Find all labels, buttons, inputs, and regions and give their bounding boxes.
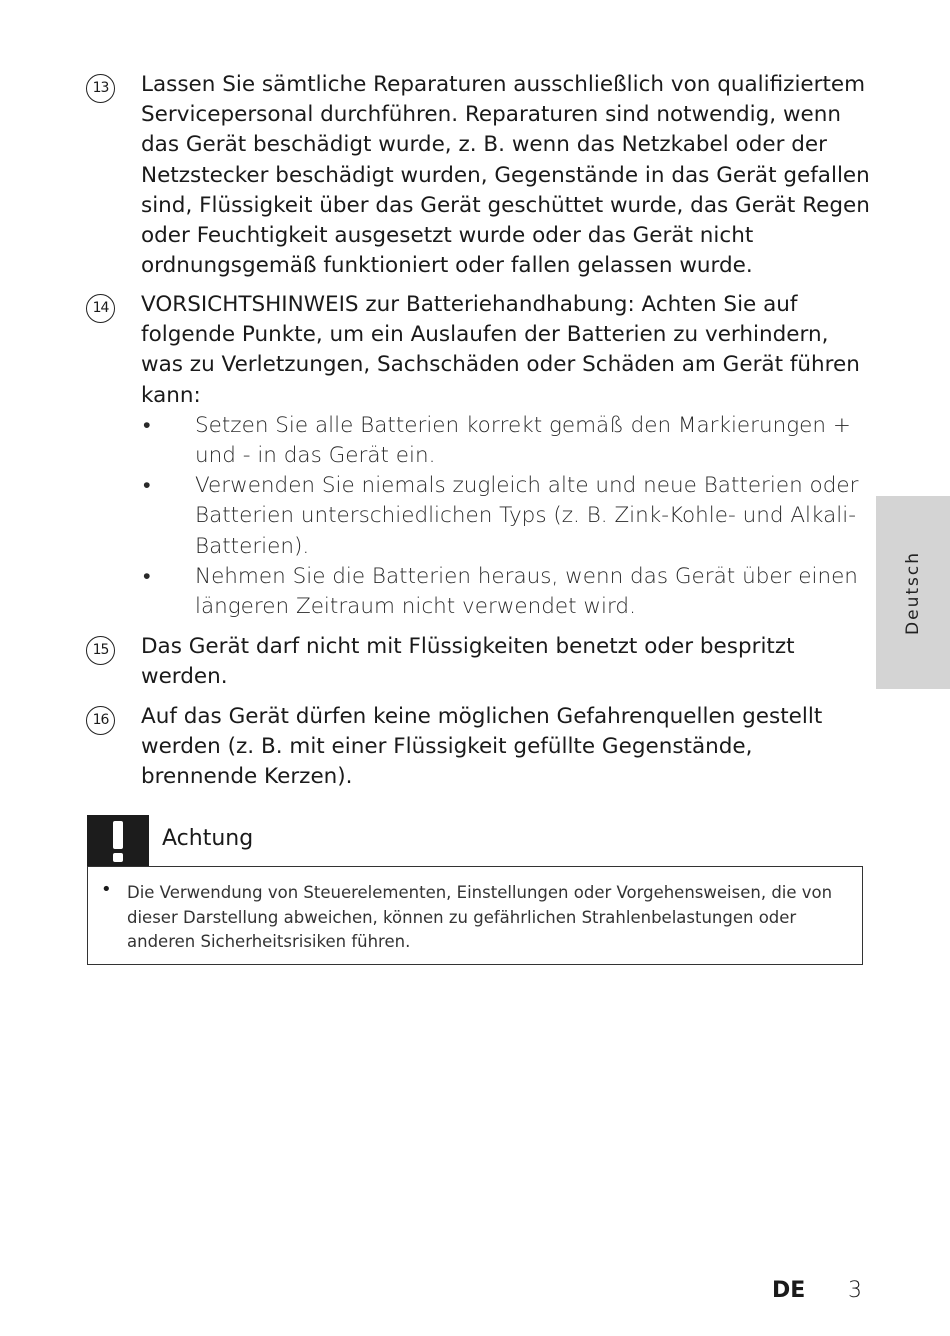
language-tab-label: Deutsch xyxy=(903,550,923,635)
bullet-icon: • xyxy=(101,879,112,900)
item-text-block xyxy=(141,290,871,622)
item-text: VORSICHTSHINWEIS zur Batteriehandhabung: Achten Sie auf folgende Punkte, um ein Auslaufen der Batterien zu verhindern, was zu Verletzungen, Sachschäden oder Schäden am Gerät führen kann: xyxy=(141,292,860,408)
item-text: Das Gerät darf nicht mit Flüssigkeiten benetzt oder bespritzt werden. xyxy=(141,634,795,690)
caution-header xyxy=(87,815,863,866)
item-text: Lassen Sie sämtliche Reparaturen ausschließlich von qualifiziertem Servicepersonal durchführen. Reparaturen sind notwendig, wenn das Gerät beschädigt wurde, z. B. wenn das Netzkabel oder der Netzstecker beschädigt wurden, Gegenstände in das Gerät gefallen sind, Flüssigkeit über das Gerät geschüttet wurde, das Gerät Regen oder Feuchtigkeit ausgesetzt wurde oder das Gerät nicht ordnungsgemäß funktioniert oder fallen gelassen wurde. xyxy=(141,72,870,279)
item-number: 13 xyxy=(86,74,115,103)
language-tab xyxy=(876,496,950,689)
footer-language: DE xyxy=(772,1278,806,1303)
item-number: 16 xyxy=(86,706,115,735)
bullet-icon: • xyxy=(143,412,151,438)
caution-title: Achtung xyxy=(162,826,254,851)
bullet-item: • Verwenden Sie niemals zugleich alte und neue Batterien oder Batterien unterschiedlichen Typs (z. B. Zink-Kohle- und Alkali-Batterien). xyxy=(143,473,859,559)
bullet-list xyxy=(141,411,871,622)
page-number: 3 xyxy=(848,1278,862,1303)
item-text: Auf das Gerät dürfen keine möglichen Gefahrenquellen gestellt werden (z. B. mit einer Flüssigkeit gefüllte Gegenstände, brennende Kerzen). xyxy=(141,704,823,790)
caution-box xyxy=(87,866,863,965)
exclamation-icon xyxy=(87,815,149,866)
item-number: 15 xyxy=(86,636,115,665)
caution-text: Die Verwendung von Steuerelementen, Einstellungen oder Vorgehensweisen, die von dieser Darstellung abweichen, können zu gefährlichen Strahlenbelastungen oder anderen Sicherheitsrisiken führen. xyxy=(127,883,833,951)
bullet-icon: • xyxy=(143,563,151,589)
item-number: 14 xyxy=(86,294,115,323)
bullet-item: • Setzen Sie alle Batterien korrekt gemäß den Markierungen + und - in das Gerät ein. xyxy=(143,412,851,469)
bullet-icon: • xyxy=(143,473,151,499)
bullet-item: • Nehmen Sie die Batterien heraus, wenn das Gerät über einen längeren Zeitraum nicht verwendet wird. xyxy=(143,563,858,620)
